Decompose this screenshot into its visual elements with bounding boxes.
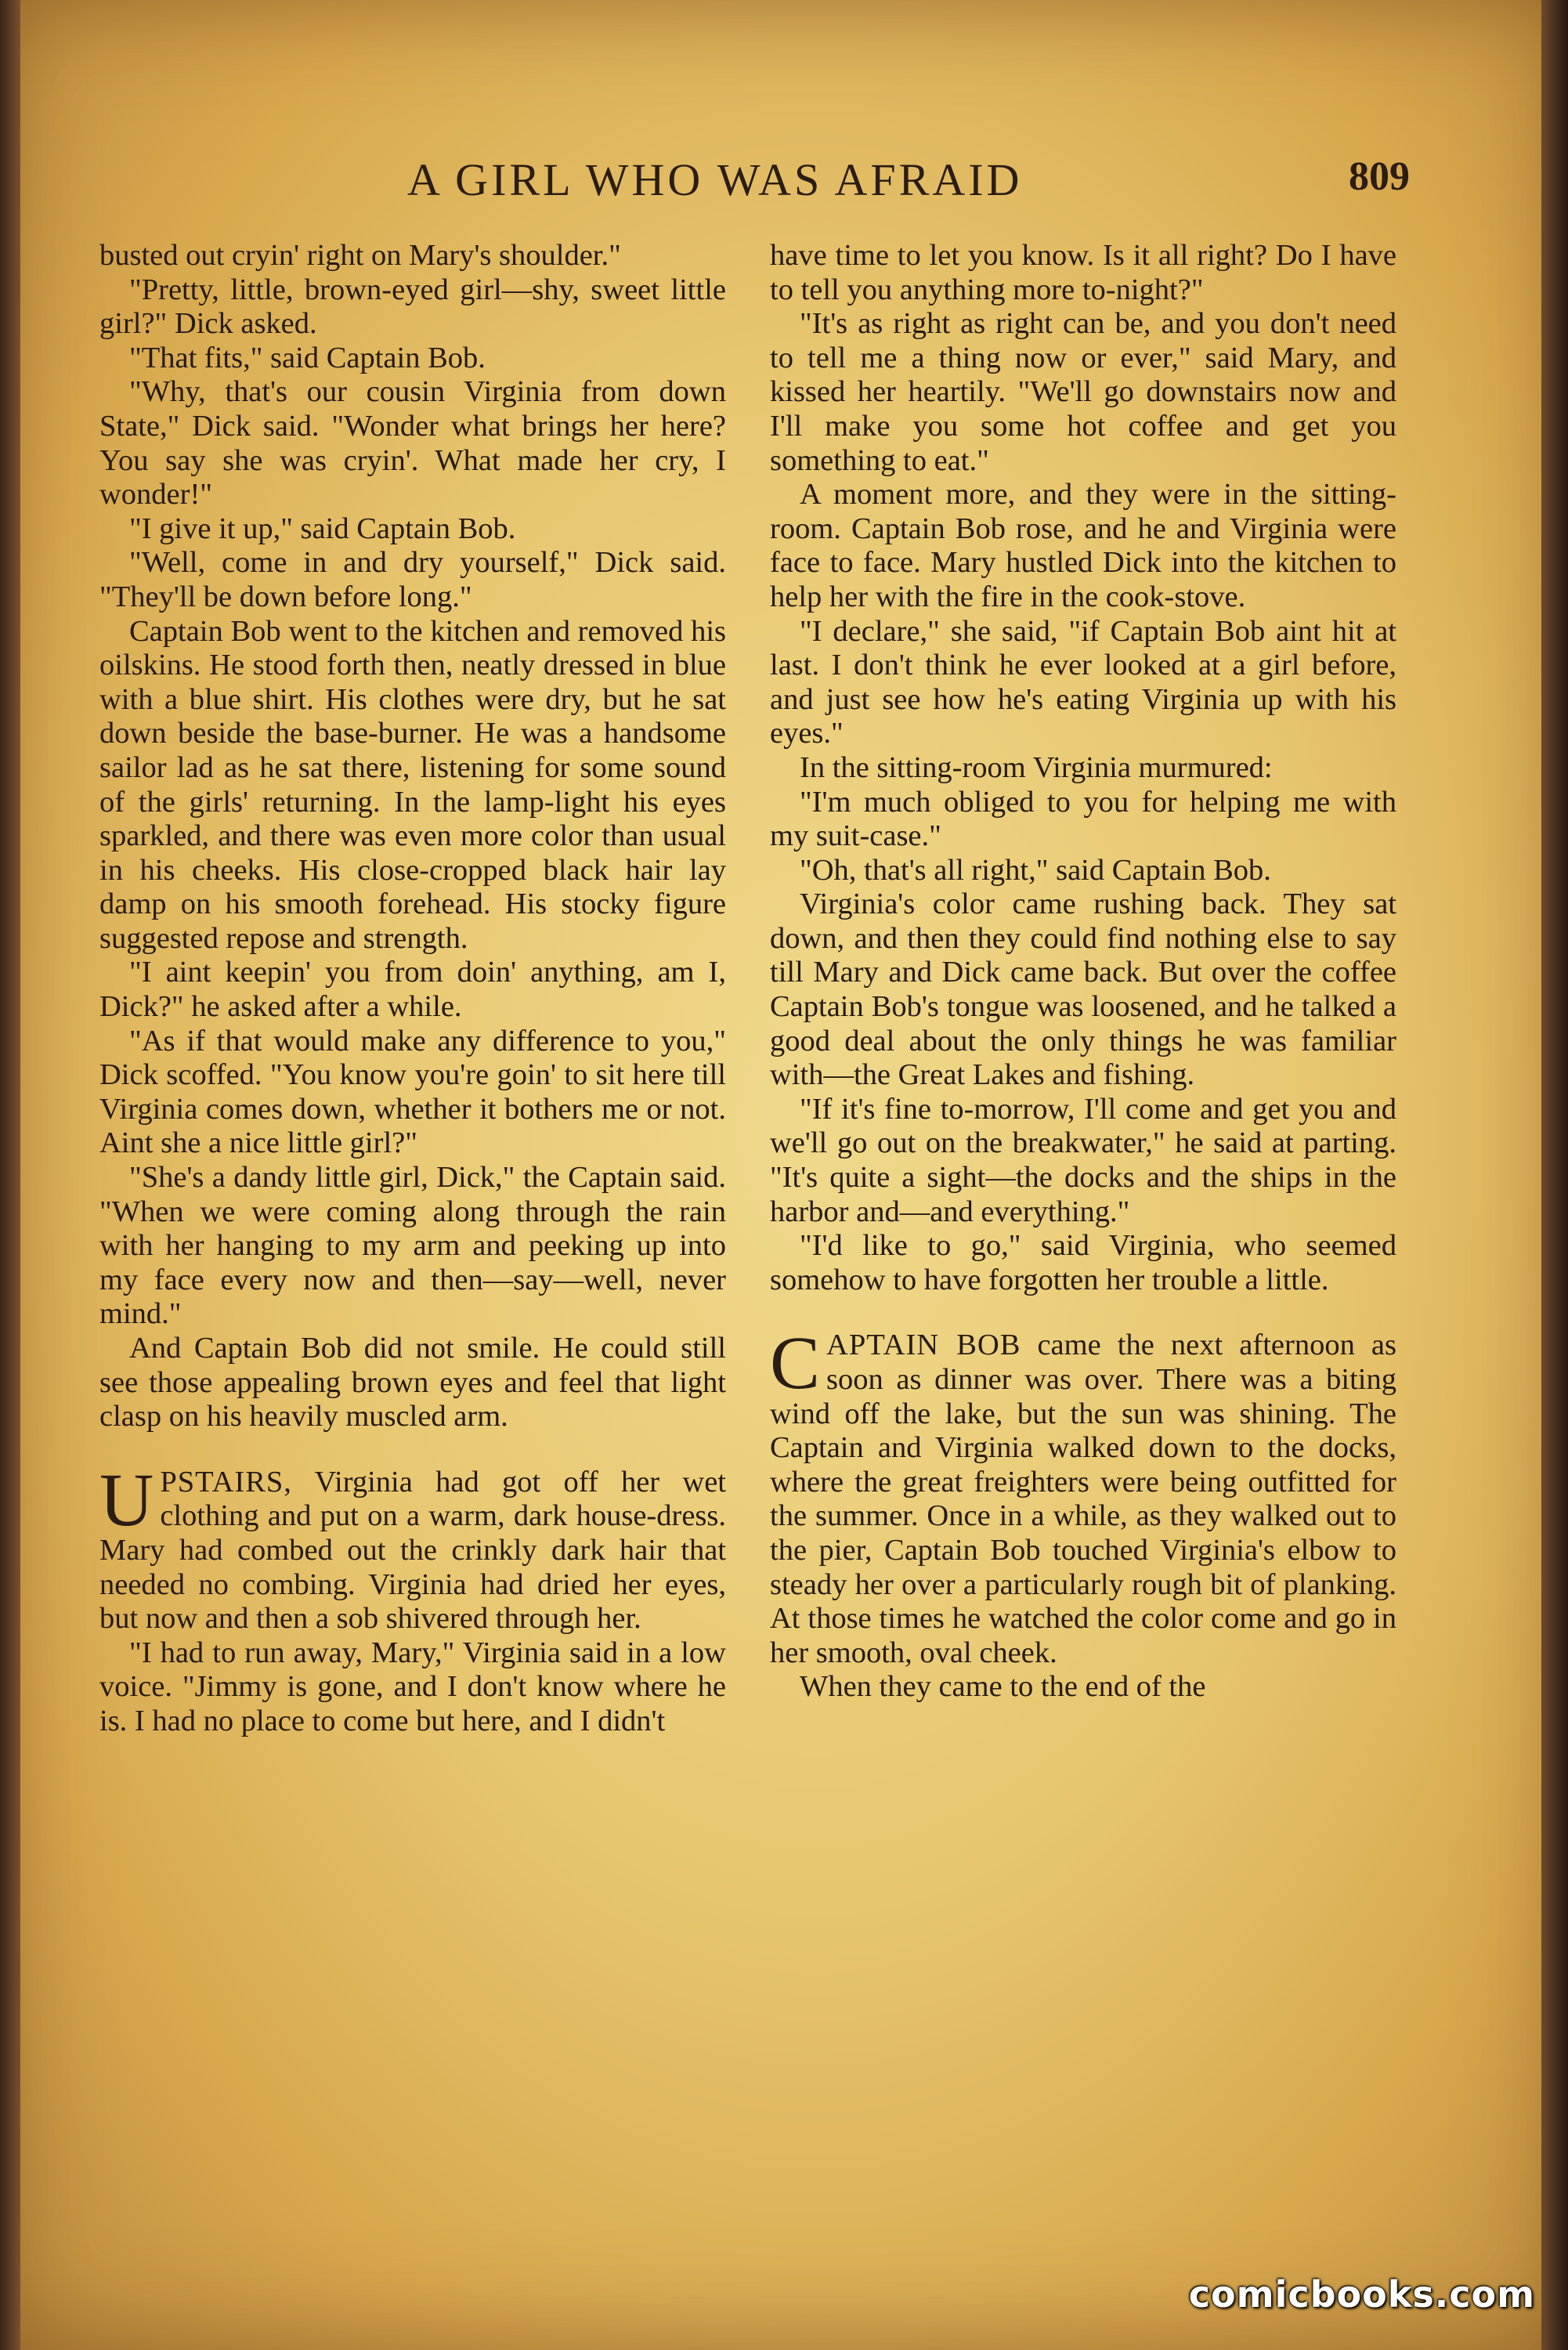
page-edge — [1541, 0, 1568, 2350]
right-column — [770, 239, 1396, 1705]
paragraph: Virginia's color came rushing back. They sat down, and then they could find nothing else to say till Mary and Dick came back. But over the coffee Captain Bob's tongue was loosened, and he talked a good deal about the only things he was familiar with—the Great Lakes and fishing. — [770, 888, 1396, 1092]
section-opening-paragraph — [770, 1321, 1396, 1670]
left-column — [99, 239, 726, 1739]
paragraph: "Why, that's our cousin Virginia from down State," Dick said. "Wonder what brings her here? You say she was cryin'. What made her cry, I wonder!" — [99, 375, 726, 512]
paragraph: A moment more, and they were in the sitting-room. Captain Bob rose, and he and Virginia were face to face. Mary hustled Dick into the kitchen to help her with the fire in the cook-stove. — [770, 478, 1396, 613]
section-lead-caps: PSTAIRS, — [160, 1465, 292, 1499]
section-lead-caps: APTAIN BOB — [826, 1329, 1021, 1362]
section-opening-paragraph — [99, 1457, 726, 1636]
paragraph: "I'd like to go," said Virginia, who seemed somehow to have forgotten her trouble a little. — [770, 1229, 1396, 1296]
page-number: 809 — [1349, 154, 1410, 199]
paragraph: And Captain Bob did not smile. He could still see those appealing brown eyes and feel that light clasp on his heavily muscled arm. — [99, 1332, 726, 1434]
drop-cap: C — [770, 1321, 821, 1405]
section-lead-text: came the next afternoon as soon as dinner was over. There was a biting wind off the lake, but the sun was shining. The Captain and Virginia walked down to the docks, where the great freighters were being outfitted for the summer. Once in a while, as they walked out to the pier, Captain Bob touched Virginia's elbow to steady her over a particularly rough bit of planking. At those times he watched the color come and go in her smooth, oval cheek. — [770, 1329, 1396, 1669]
paragraph: "I declare," she said, "if Captain Bob aint hit at last. I don't think he ever looked at a girl before, and just see how he's eating Virginia up with his eyes." — [770, 614, 1396, 750]
paragraph: Captain Bob went to the kitchen and removed his oilskins. He stood forth then, neatly dressed in blue with a blue shirt. His clothes were dry, but he sat down beside the base-burner. He was a handsome sailor lad as he sat there, listening for some sound of the girls' returning. In the lamp-light his eyes sparkled, and there was even more color than usual in his cheeks. His close-cropped black hair lay damp on his smooth forehead. His stocky figure suggested repose and strength. — [99, 614, 726, 955]
paragraph: "It's as right as right can be, and you don't need to tell me a thing now or ever," said Mary, and kissed her heartily. "We'll go downstairs now and I'll make you some hot coffee and get you something to eat." — [770, 307, 1396, 477]
paragraph: "Pretty, little, brown-eyed girl—shy, sweet little girl?" Dick asked. — [99, 273, 726, 341]
site-watermark: comicbooks.com — [1188, 2273, 1535, 2316]
paragraph: have time to let you know. Is it all right? Do I have to tell you anything more to-night?" — [770, 239, 1396, 306]
binding-edge — [0, 0, 20, 2350]
paragraph: "I'm much obliged to you for helping me with my suit-case." — [770, 785, 1396, 853]
paragraph: In the sitting-room Virginia murmured: — [800, 750, 1273, 784]
paragraph: "I give it up," said Captain Bob. — [129, 512, 516, 545]
paragraph: "She's a dandy little girl, Dick," the Captain said. "When we were coming along through the rain with her hanging to my arm and peeking up into my face every now and then—say—well, never mind." — [99, 1161, 726, 1331]
paragraph: "That fits," said Captain Bob. — [129, 341, 486, 374]
paragraph: When they came to the end of the — [800, 1670, 1206, 1704]
drop-cap: U — [99, 1457, 154, 1542]
section-lead-text: Virginia had got off her wet clothing and put on a warm, dark house-dress. Mary had combed out the crinkly dark hair that needed no combing. Virginia had dried her eyes, but now and then a sob shivered through her. — [99, 1465, 726, 1636]
paragraph: busted out cryin' right on Mary's shoulder." — [99, 239, 621, 272]
paragraph: "Oh, that's all right," said Captain Bob. — [800, 853, 1271, 887]
paragraph: "I had to run away, Mary," Virginia said in a low voice. "Jimmy is gone, and I don't know where he is. I had no place to come but here, and I didn't — [99, 1636, 726, 1737]
paragraph: "Well, come in and dry yourself," Dick said. "They'll be down before long." — [99, 546, 726, 613]
paragraph: "As if that would make any difference to you," Dick scoffed. "You know you're goin' to sit here till Virginia comes down, whether it bothers me or not. Aint she a nice little girl?" — [99, 1024, 726, 1160]
paragraph: "I aint keepin' you from doin' anything, am I, Dick?" he asked after a while. — [99, 956, 726, 1024]
paragraph: "If it's fine to-morrow, I'll come and get you and we'll go out on the breakwater," he said at parting. "It's quite a sight—the docks and the ships in the harbor and—and everything." — [770, 1092, 1396, 1228]
running-head-title: A GIRL WHO WAS AFRAID — [407, 154, 1023, 205]
page-header — [0, 154, 1568, 208]
